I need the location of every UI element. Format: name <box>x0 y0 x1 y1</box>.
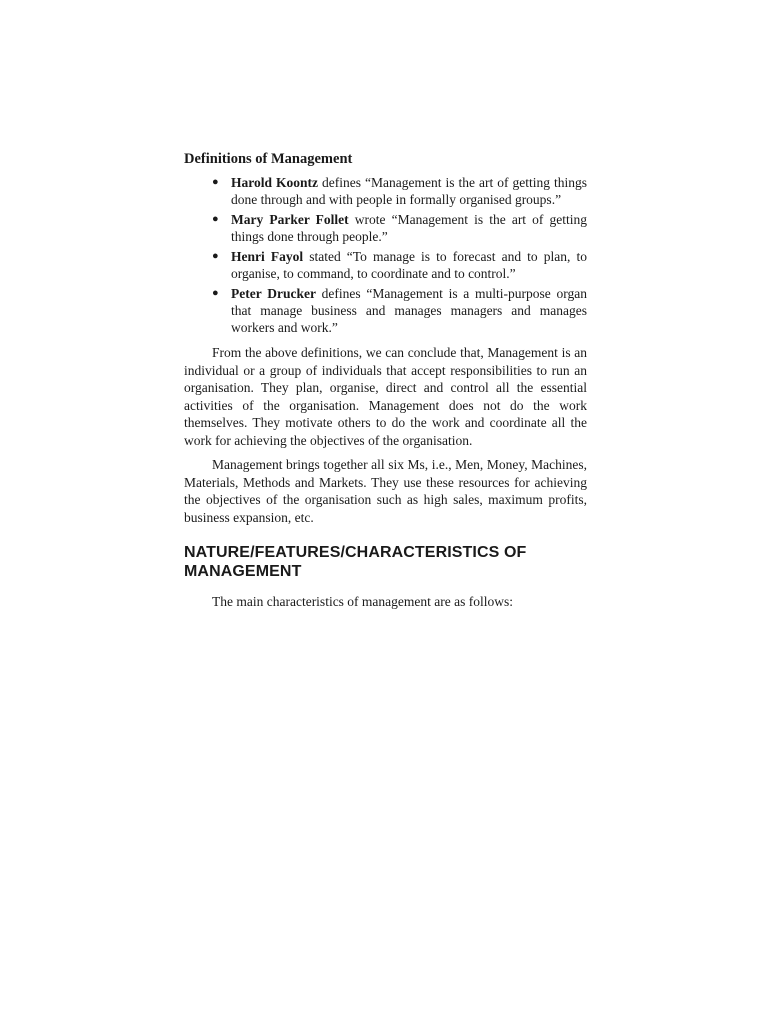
definition-item <box>212 248 587 282</box>
definition-text: defines “Management is a multi-purpose organ that manage business and manages managers and manages workers and work.” <box>231 286 587 335</box>
six-ms-paragraph: Management brings together all six Ms, i.e., Men, Money, Machines, Materials, Methods and Markets. They use these resources for achieving the objectives of the organisation such as high sales, maximum profits, business expansion, etc. <box>184 457 587 525</box>
conclusion-paragraph: From the above definitions, we can conclude that, Management is an individual or a group of individuals that accept responsibilities to run an organisation. They plan, organise, direct and control all the essential activities of the organisation. Management does not do the work themselves. They motivate others to do the work and coordinate all the work for achieving the objectives of the organisation. <box>184 345 587 448</box>
definition-item <box>212 211 587 245</box>
bullet-icon: ● <box>212 287 219 299</box>
definitions-list <box>184 174 587 336</box>
document-page <box>184 150 587 610</box>
definition-author: Mary Parker Follet <box>231 212 349 227</box>
definition-author: Peter Drucker <box>231 286 316 301</box>
characteristics-heading <box>184 543 587 581</box>
section-title: Definitions of Management <box>184 151 353 167</box>
definition-author: Henri Fayol <box>231 249 304 264</box>
definition-text: stated “To manage is to forecast and to plan, to organise, to command, to coordinate and to control.” <box>231 249 587 281</box>
characteristics-intro: The main characteristics of management are as follows: <box>212 594 514 609</box>
definition-text: wrote “Management is the art of getting things done through people.” <box>231 212 587 244</box>
heading-line-1: NATURE/FEATURES/CHARACTERISTICS OF <box>184 544 527 561</box>
heading-line-2: MANAGEMENT <box>184 563 302 580</box>
definition-author: Harold Koontz <box>231 175 319 190</box>
bullet-icon: ● <box>212 213 219 225</box>
bullet-icon: ● <box>212 176 219 188</box>
definition-text: defines “Management is the art of getting things done through and with people in formally organised groups.” <box>231 175 587 207</box>
definition-item <box>212 174 587 208</box>
bullet-icon: ● <box>212 250 219 262</box>
definition-item <box>212 285 587 336</box>
